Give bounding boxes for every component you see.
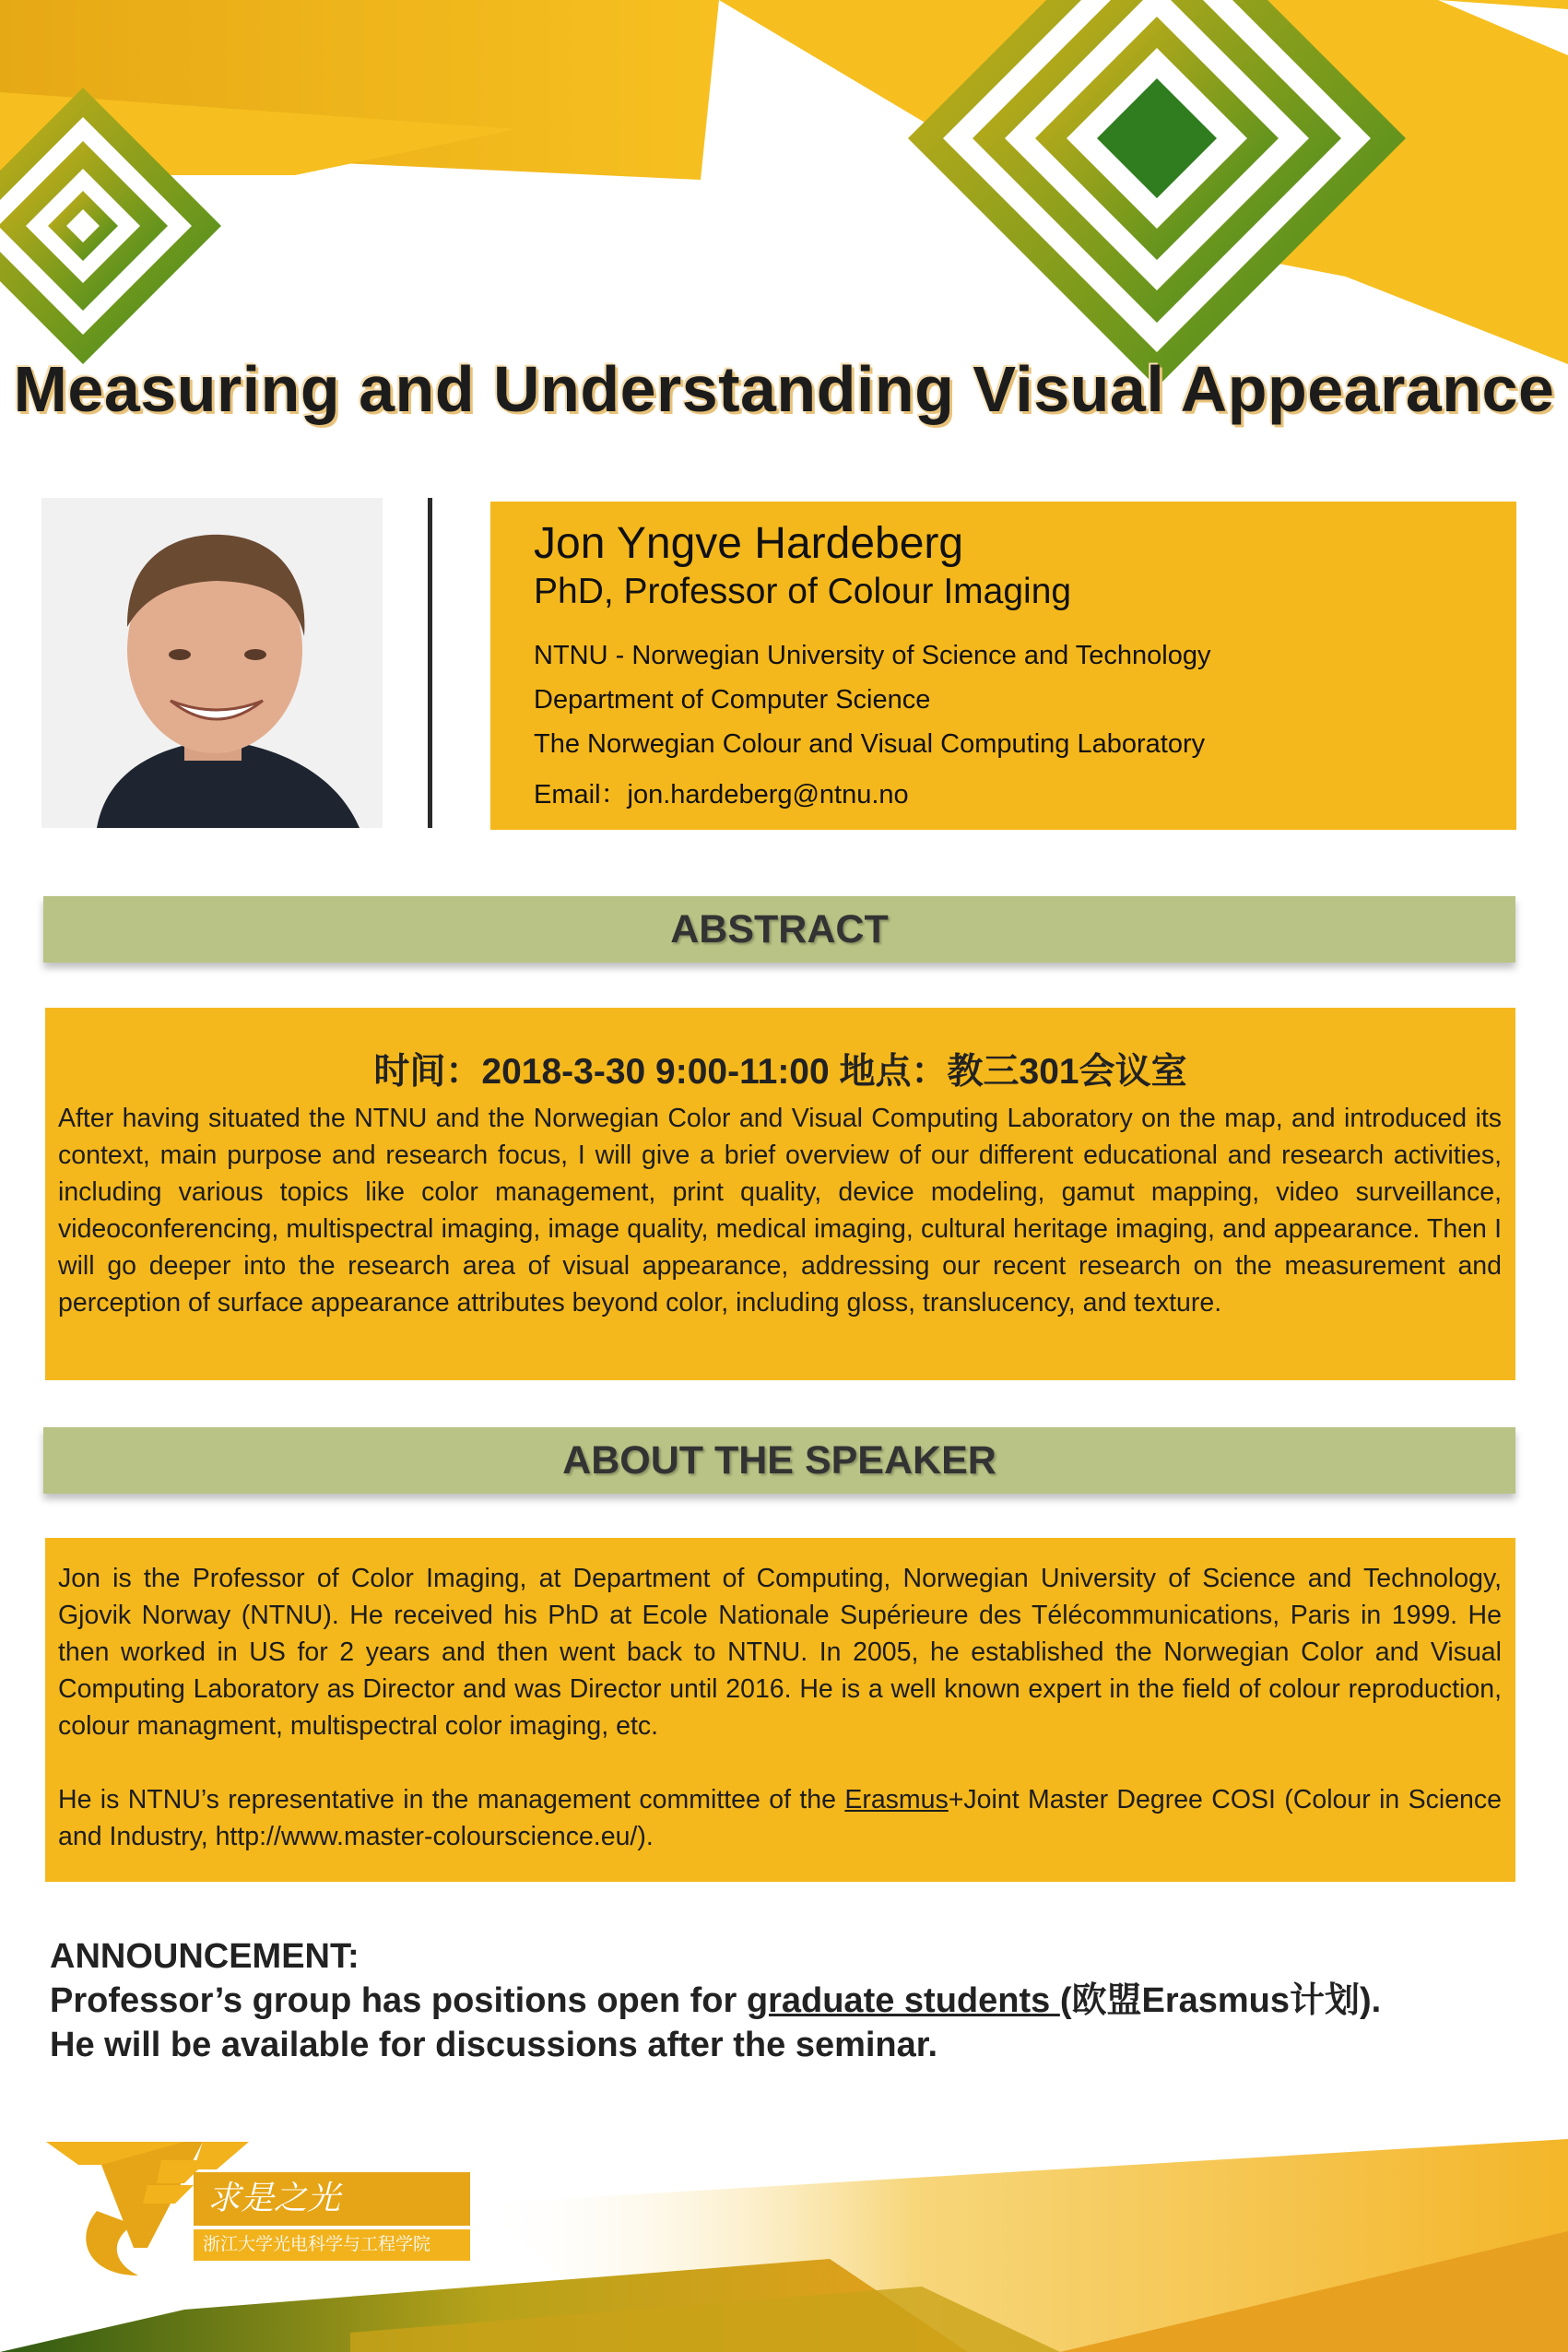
logo-motto: 求是之光 [207,2180,341,2217]
divider-line [428,498,432,828]
announcement-line-positions [50,1979,1381,2023]
about-heading: ABOUT THE SPEAKER [43,1427,1515,1494]
announcement-line-discussion: He will be available for discussions after the seminar. [50,2026,938,2064]
about-paragraph-2-suffix: +Joint Master Degree COSI (Colour in Science and Industry, http://www.master-colourscience.eu/). [58,1785,1502,1851]
speaker-name: Jon Yngve Hardeberg [534,519,964,568]
erasmus-link[interactable]: Erasmus [844,1785,949,1814]
announcement [50,1934,1381,2067]
about-paragraph-1: Jon is the Professor of Color Imaging, at Department of Computing, Norwegian University of Science and Technology, Gjovik Norway (NTNU). He received his PhD at Ecole Nationale Supérieure des Télécommunications, Paris in 1999. He then worked in US for 2 years and then went back to NTNU. In 2005, he established the Norwegian Color and Visual Computing Laboratory as Director and was Director until 2016. He is a well known expert in the field of colour reproduction, colour managment, multispectral color imaging, etc. [58,1564,1502,1741]
header-decoration [0,0,1568,387]
abstract-text: After having situated the NTNU and the Norwegian Color and Visual Computing Laboratory on the map, and introduced its context, main purpose and research focus, I will give a brief overview of our different educational and research activities, including various topics like color management, print quality, device modeling, gamut mapping, video surveillance, videoconferencing, multispectral imaging, image quality, medical imaging, cultural heritage imaging, and appearance. Then I will go deeper into the research area of visual appearance, addressing our recent research on the measurement and perception of surface appearance attributes beyond color, including gloss, translucency, and texture. [58,1104,1502,1318]
time-location: 时间：2018-3-30 9:00-11:00 地点：教三301会议室 [373,1052,1187,1092]
speaker-role: PhD, Professor of Colour Imaging [534,572,1072,611]
about-box [45,1538,1515,1882]
about-paragraph-2-prefix: He is NTNU’s representative in the management committee of the [58,1785,845,1814]
college-logo [46,2137,479,2280]
about-paragraph-2 [58,1781,1502,1855]
affiliation-university: NTNU - Norwegian University of Science and Technology [534,641,1211,670]
speaker-info-box [490,502,1516,830]
announcement-suffix: (欧盟Erasmus计划). [1059,1981,1382,2020]
abstract-heading: ABSTRACT [43,896,1515,963]
speaker-photo [41,498,383,828]
graduate-students-link[interactable]: graduate students [746,1981,1060,2020]
announcement-heading: ANNOUNCEMENT: [50,1937,360,1976]
announcement-prefix: Professor’s group has positions open for [50,1981,747,2020]
abstract-box [45,1008,1515,1380]
logo-name-cn: 浙江大学光电科学与工程学院 [203,2234,431,2254]
page-title: Measuring and Understanding Visual Appearance [13,353,1555,425]
logo-name-en: College of Optical Science and Engineering, Zhejiang University [198,2262,464,2271]
affiliation-department: Department of Computer Science [534,685,931,715]
speaker-email[interactable]: Email：jon.hardeberg@ntnu.no [534,780,909,810]
affiliation-lab: The Norwegian Colour and Visual Computing Laboratory [534,729,1206,759]
